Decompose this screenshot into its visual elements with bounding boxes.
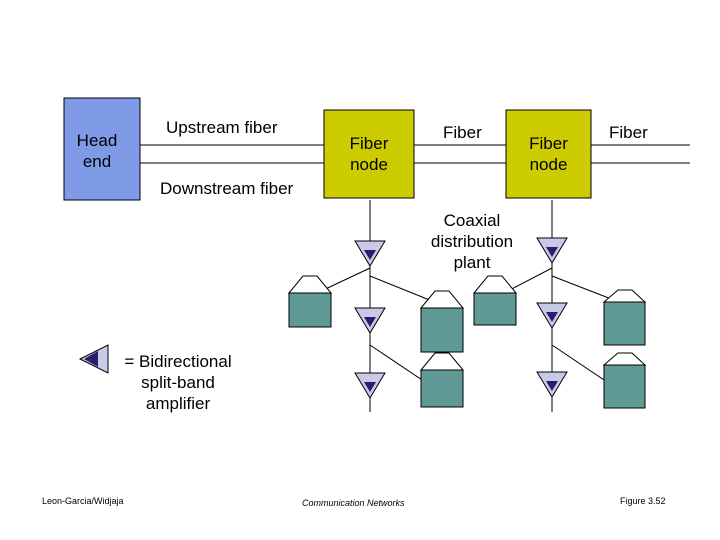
- head-end-label-line1: Head: [76, 131, 118, 150]
- amplifier-icon: [355, 373, 385, 398]
- house: [289, 276, 331, 327]
- upstream-fiber-label: Upstream fiber: [166, 118, 278, 137]
- house: [474, 276, 516, 325]
- coaxial-label-line1: Coaxial: [443, 211, 501, 230]
- house: [421, 291, 463, 352]
- house: [604, 353, 645, 408]
- head-end-label: [64, 130, 130, 172]
- legend-amplifier-icon: [80, 345, 108, 373]
- fiber-node-2-label-line1: Fiber: [529, 134, 568, 153]
- footer-title: Communication Networks: [302, 498, 405, 508]
- fiber-node-1-label: [324, 133, 414, 175]
- footer-authors: Leon-Garcia/Widjaja: [42, 496, 124, 506]
- amplifier-icon: [355, 308, 385, 333]
- legend-text-line1: = Bidirectional: [124, 352, 232, 371]
- amplifier-icon: [537, 372, 567, 397]
- amplifier-icon: [537, 238, 567, 263]
- head-end-label-line2: end: [82, 152, 112, 171]
- amplifier-icon: [537, 303, 567, 328]
- coax-branch-right-1: [370, 276, 437, 303]
- fiber-node-1-label-line1: Fiber: [349, 134, 389, 153]
- coaxial-plant-label: [416, 210, 528, 273]
- coaxial-label-line2: distribution: [430, 232, 514, 251]
- coaxial-label-line3: plant: [453, 253, 491, 272]
- fiber-node-1-label-line2: node: [350, 155, 388, 174]
- legend-text-line2: split-band: [141, 373, 215, 392]
- legend-text-line3: amplifier: [145, 394, 211, 413]
- fiber-node-2-label: [506, 133, 591, 175]
- fiber-mid-label: Fiber: [443, 123, 482, 142]
- fiber-right-label: Fiber: [609, 123, 648, 142]
- legend-text: [110, 351, 246, 414]
- fiber-node-2-label-line2: node: [529, 155, 568, 174]
- amplifier-icon: [355, 241, 385, 266]
- downstream-fiber-label: Downstream fiber: [160, 179, 294, 198]
- footer-figure-number: Figure 3.52: [620, 496, 666, 506]
- house: [421, 353, 463, 407]
- house: [604, 290, 645, 345]
